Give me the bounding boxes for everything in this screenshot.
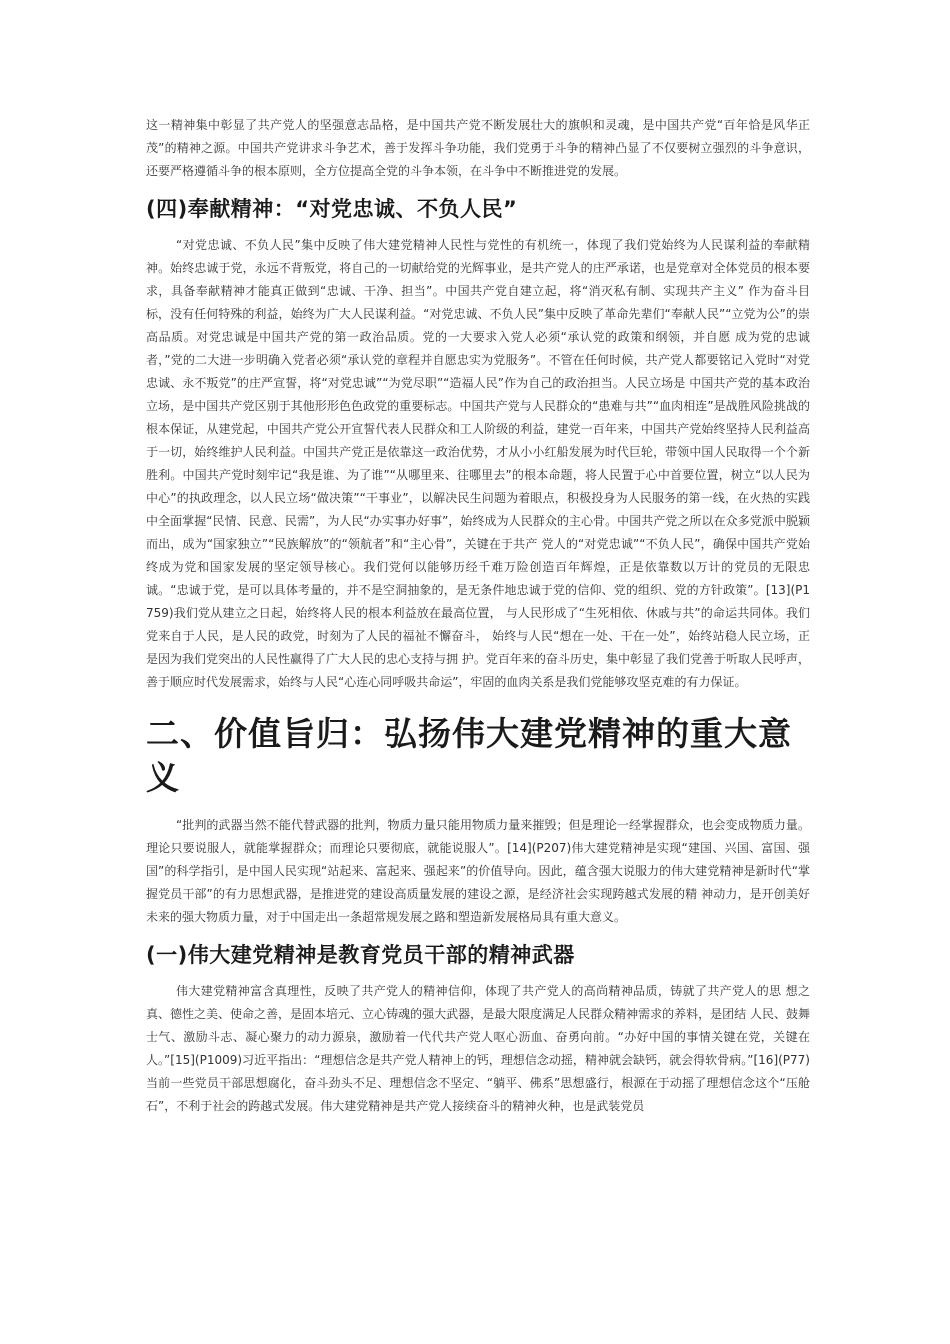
section-one-heading: (一)伟大建党精神是教育党员干部的精神武器 [146, 943, 575, 967]
section-four-paragraph: “对党忠诚、不负人民”集中反映了伟大建党精神人民性与党性的有机统一，体现了我们党始终为人民谋利益的奉献精神。始终忠诚于党，永远不背叛党，将自己的一切献给党的光辉事业，是共产党人的庄严承诺，也是党章对全体党员的根本要求，具备奉献精神才能真正做到“忠诚、干净、担当”。中国共产党自建立起，将“消灭私有制、实现共产主义” 作为奋斗目标，没有任何特殊的利益，始终为广大人民谋利益。“对党忠诚、不负人民”集中反映了革命先辈们“奉献人民”“立党为公”的崇高品质。对党忠诚是中国共产党的第一政治品质。党的一大要求入党人必须“承认党的政策和纲领，并自愿 成为党的忠诚者，”党的二大进一步明确入党者必须“承认党的章程并自愿忠实为党服务”。不管在任何时候，共产党人都要铭记入党时“对党忠诚、永不叛党”的庄严宣誓，将“对党忠诚”“为党尽职”“造福人民”作为自己的政治担当。人民立场是 中国共产党的基本政治立场，是中国共产党区别于其他形形色色政党的重要标志。中国共产党与人民群众的“患难与共”“血肉相连”是战胜风险挑战的根本保证，从建党起，中国共产党公开宣誓代表人民群众和工人阶级的利益，建党一百年来，中国共产党始终坚持人民利益高于一切，始终维护人民利益。中国共产党正是依靠这一政治优势，才从小小红船发展为时代巨轮，带领中国人民取得一个个新胜利。中国共产党时刻牢记“我是谁、为了谁”“从哪里来、往哪里去”的根本命题，将人民置于心中首要位置，树立“以人民为中心”的执政理念，以人民立场“做决策”“干事业”，以解决民生问题为着眼点，积极投身为人民服务的第一线，在火热的实践中全面掌握“民情、民意、民需”，为人民“办实事办好事”，始终成为人民群众的主心骨。中国共产党之所以在众多党派中脱颖而出，成为“国家独立”“民族解放”的“领航者”和“主心骨”，关键在于共产 党人的“对党忠诚”“不负人民”，确保中国共产党始终成为党和国家发展的坚定领导核心。我们党何以能够历经千难万险创造百年辉煌，正是依靠数以万计的党员的无限忠诚。“忠诚于党，是可以具体考量的，并不是空洞抽象的，是无条件地忠诚于党的信仰、党的组织、党的方针政策”。[13](P1759)我们党从建立之日起，始终将人民的根本利益放在最高位置， 与人民形成了“生死相依、休戚与共”的命运共同体。我们党来自于人民，是人民的政党，时刻为了人民的福祉不懈奋斗， 始终与人民“想在一处、干在一处”，始终站稳人民立场，正是因为我们党突出的人民性赢得了广大人民的忠心支持与拥 护。党百年来的奋斗历史，集中彰显了我们党善于听取人民呼声，善于顺应时代发展需求，始终与人民“心连心同呼吸共命运”，牢固的血肉关系是我们党能够攻坚克难的有力保证。 [146, 238, 810, 689]
section-four-heading: (四)奉献精神：“对党忠诚、不负人民” [146, 197, 518, 221]
part-two-paragraph: “批判的武器当然不能代替武器的批判，物质力量只能用物质力量来摧毁；但是理论一经掌握群众，也会变成物质力量。理论只要说服人，就能掌握群众；而理论只要彻底，就能说服人”。[14](P207)伟大建党精神是实现“建国、兴国、富国、强国”的科学指引，是中国人民实现“站起来、富起来、强起来”的价值导向。因此，蕴含强大说服力的伟大建党精神是新时代“掌握党员干部”的有力思想武器，是推进党的建设高质量发展的建设之源，是经济社会实现跨越式发展的精 神动力，是开创美好未来的强大物质力量，对于中国走出一条超常规发展之路和塑造新发展格局具有重大意义。 [146, 818, 810, 924]
section-one-paragraph: 伟大建党精神富含真理性，反映了共产党人的精神信仰，体现了共产党人的高尚精神品质，铸就了共产党人的思 想之真、德性之美、使命之善，是固本培元、立心铸魂的强大武器，是最大限度满足人民群众精神需求的养料，是团结 人民、鼓舞士气、激励斗志、凝心聚力的动力源泉，激励着一代代共产党人呕心沥血、奋勇向前。“办好中国的事情关键在党，关键在人。”[15](P1009)习近平指出：“理想信念是共产党人精神上的钙，理想信念动摇，精神就会缺钙，就会得软骨病。”[16](P77)当前一些党员干部思想腐化，奋斗劲头不足、理想信念不坚定、“躺平、佛系”思想盛行，根源在于动摇了理想信念这个“压舱石”，不利于社会的跨越式发展。伟大建党精神是共产党人接续奋斗的精神火种，也是武装党员 [146, 984, 810, 1113]
document-page [146, 114, 810, 1118]
intro-paragraph: 这一精神集中彰显了共产党人的坚强意志品格，是中国共产党不断发展壮大的旗帜和灵魂，是中国共产党“百年恰是风华正茂”的精神之源。中国共产党讲求斗争艺术，善于发挥斗争功能，我们党勇于斗争的精神凸显了不仅要树立强烈的斗争意识，还要严格遵循斗争的根本原则，全方位提高全党的斗争本领，在斗争中不断推进党的发展。 [146, 118, 810, 178]
part-two-heading: 二、价值旨归：弘扬伟大建党精神的重大意义 [146, 714, 792, 797]
